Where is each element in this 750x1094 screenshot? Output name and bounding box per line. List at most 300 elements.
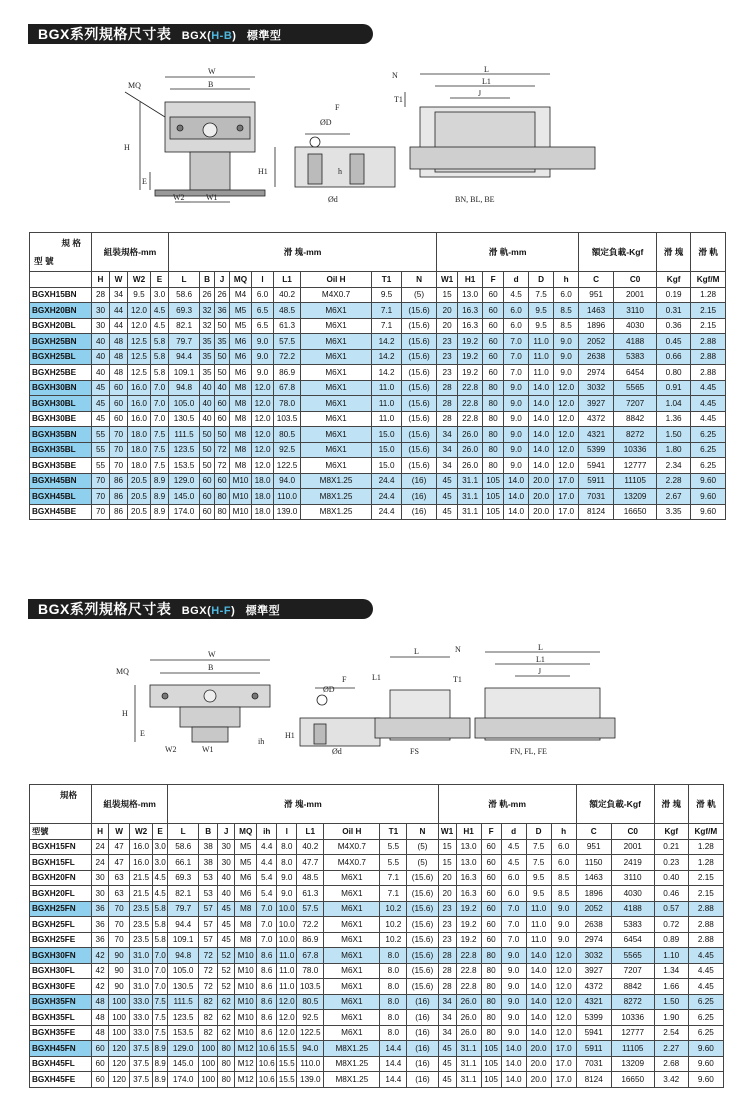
table1-value-cell: 11105 (614, 473, 657, 489)
table1-value-cell: M6X1 (301, 411, 372, 427)
table1-value-cell: 50 (215, 427, 230, 443)
table2-value-cell: 22.8 (456, 979, 481, 995)
table2-value-cell: 13209 (611, 1056, 654, 1072)
table1-value-cell: 2.88 (691, 349, 726, 365)
table2-value-cell: 8.0 (380, 948, 407, 964)
table2-value-cell: 34 (438, 1025, 456, 1041)
table1-value-cell: 26.0 (458, 458, 483, 474)
table1-value-cell: 5.8 (151, 334, 169, 350)
table1-value-cell: 86 (110, 504, 128, 520)
table2-value-cell: 5399 (576, 1010, 611, 1026)
table1-value-cell: 26.0 (458, 427, 483, 443)
table2-value-cell: 11.0 (277, 979, 297, 995)
table2-value-cell: 12.0 (551, 979, 576, 995)
table2-value-cell: 80 (481, 994, 501, 1010)
table2-value-cell: M6X1 (324, 1025, 380, 1041)
table2-value-cell: 11.0 (526, 917, 551, 933)
table1-value-cell: 34 (110, 287, 128, 303)
table1-value-cell: 11.0 (372, 396, 402, 412)
table1-value-cell: 50 (200, 458, 215, 474)
table2-value-cell: 2001 (611, 839, 654, 855)
table2-value-cell: 60 (481, 932, 501, 948)
table2-value-cell: 12.0 (277, 1010, 297, 1026)
table1-value-cell: 14.2 (372, 334, 402, 350)
table2-value-cell: 36 (92, 932, 109, 948)
table2-value-cell: 7.1 (380, 870, 407, 886)
s2-dim-label-l: L (538, 643, 543, 652)
table2-value-cell: 10.6 (257, 1072, 277, 1088)
table1-row (30, 303, 726, 319)
table2-row (30, 994, 724, 1010)
table1-value-cell: 145.0 (169, 489, 200, 505)
section2-drawing (110, 640, 620, 765)
table2-value-cell: M8 (235, 901, 257, 917)
table1-model-cell: BGXH30BE (30, 411, 92, 427)
table2-value-cell: 26.0 (456, 1010, 481, 1026)
table2-col-header: C0 (611, 824, 654, 840)
table1-value-cell: 6.0 (504, 303, 529, 319)
table2-value-cell: 4.4 (257, 839, 277, 855)
table2-value-cell: 20.0 (526, 1041, 551, 1057)
table1-value-cell: 45 (437, 489, 458, 505)
table1-value-cell: 12.0 (554, 411, 579, 427)
table2-value-cell: 8.0 (380, 1010, 407, 1026)
table2-value-cell: 31.1 (456, 1056, 481, 1072)
s2-dim-label-ih: ih (258, 737, 265, 746)
table1-value-cell: 9.5 (529, 318, 554, 334)
table1-value-cell: 3032 (579, 380, 614, 396)
table1-value-cell: 36 (215, 303, 230, 319)
section1-title-banner (28, 24, 373, 44)
table2-value-cell: 30 (218, 839, 235, 855)
table1-value-cell: M8 (230, 427, 252, 443)
table2-value-cell: 92.5 (297, 1010, 324, 1026)
table1-model-cell: BGXH25BN (30, 334, 92, 350)
table1-value-cell: 7.1 (372, 318, 402, 334)
table2-col-header: Kgf/M (688, 824, 723, 840)
table1-value-cell: (15.6) (402, 396, 437, 412)
table2-value-cell: 36 (92, 901, 109, 917)
table2-value-cell: 45 (438, 1056, 456, 1072)
table1-value-cell: 3927 (579, 396, 614, 412)
table2-value-cell: (15.6) (407, 932, 438, 948)
table2-col-header: N (407, 824, 438, 840)
table1-model-cell: BGXH35BN (30, 427, 92, 443)
table2-value-cell: 45 (438, 1072, 456, 1088)
table1-value-cell: 44 (110, 303, 128, 319)
s2-dim-label-w: W (208, 650, 216, 659)
table1-value-cell: 14.2 (372, 349, 402, 365)
table1-value-cell: 55 (92, 458, 110, 474)
table2-group-block: 滑 塊-mm (168, 785, 438, 824)
table1-value-cell: 12.5 (128, 349, 151, 365)
table2-value-cell: 2.68 (654, 1056, 688, 1072)
table2-value-cell: 10.0 (277, 917, 297, 933)
table1-value-cell: 12.0 (554, 396, 579, 412)
table1-row (30, 365, 726, 381)
table2-value-cell: 30 (92, 870, 109, 886)
table2-value-cell: 33.0 (130, 1010, 153, 1026)
table1-value-cell: 32 (200, 318, 215, 334)
table2-value-cell: 90 (109, 948, 130, 964)
table2-model-cell: BGXH45FL (30, 1056, 92, 1072)
table2-value-cell: 20.0 (526, 1072, 551, 1088)
table2-value-cell: 120 (109, 1072, 130, 1088)
table2-value-cell: 7.0 (501, 901, 526, 917)
table2-value-cell: 8.9 (153, 1072, 168, 1088)
table1-col-header: W2 (128, 272, 151, 288)
table1-value-cell: 0.36 (657, 318, 691, 334)
table1-value-cell: 13209 (614, 489, 657, 505)
table1-value-cell: 4.5 (504, 287, 529, 303)
table1-value-cell: M6 (230, 365, 252, 381)
table1-value-cell: 40 (92, 334, 110, 350)
table2-value-cell: 62 (218, 1025, 235, 1041)
table1-value-cell: 80 (215, 504, 230, 520)
table1-value-cell: 4.5 (151, 318, 169, 334)
table1-value-cell: 72 (215, 442, 230, 458)
table1-value-cell: 1.28 (691, 287, 726, 303)
table2-value-cell: 8.6 (257, 994, 277, 1010)
table2-value-cell: 8.6 (257, 963, 277, 979)
table1-value-cell: 14.0 (504, 504, 529, 520)
table1-value-cell: 72.2 (274, 349, 301, 365)
section2-title-code: BGX(H-F) (181, 605, 236, 617)
table2-value-cell: 10.2 (380, 917, 407, 933)
table1-value-cell: 0.91 (657, 380, 691, 396)
table2-value-cell: 23.5 (130, 932, 153, 948)
table2-value-cell: 7.0 (257, 901, 277, 917)
table1-value-cell: 14.0 (504, 489, 529, 505)
table1-col-header: E (151, 272, 169, 288)
table1-value-cell: 16650 (614, 504, 657, 520)
table1-value-cell: 45 (92, 380, 110, 396)
table2-value-cell: 105 (481, 1072, 501, 1088)
table1-value-cell: 951 (579, 287, 614, 303)
table2-value-cell: (16) (407, 1041, 438, 1057)
table1-col-header: MQ (230, 272, 252, 288)
table1-value-cell: 60 (483, 334, 504, 350)
table2-value-cell: 57 (199, 932, 218, 948)
table2-value-cell: 7.0 (153, 963, 168, 979)
table1-value-cell: 16.3 (458, 303, 483, 319)
table2-value-cell: 5.8 (153, 917, 168, 933)
table1-value-cell: 70 (92, 489, 110, 505)
table1-value-cell: 2.15 (691, 303, 726, 319)
table1-value-cell: 110.0 (274, 489, 301, 505)
table2-value-cell: 3032 (576, 948, 611, 964)
section2-title-main: BGX系列規格尺寸表 (38, 601, 172, 617)
table1-value-cell: 86 (110, 489, 128, 505)
table2-value-cell: (5) (407, 839, 438, 855)
table2-value-cell: 12.0 (551, 948, 576, 964)
table1-value-cell: (15.6) (402, 442, 437, 458)
table2-value-cell: 53 (199, 886, 218, 902)
table1-col-header: H (92, 272, 110, 288)
table2-value-cell: M10 (235, 963, 257, 979)
table1-value-cell: M6 (230, 349, 252, 365)
table2-value-cell: 12777 (611, 1025, 654, 1041)
table2-value-cell: 38 (199, 855, 218, 871)
table2-value-cell: 48.5 (297, 870, 324, 886)
s2-dim-label-h: H (122, 709, 128, 718)
table2-value-cell: 4.45 (688, 948, 723, 964)
table2-value-cell: 5565 (611, 948, 654, 964)
table1-value-cell: 14.0 (529, 427, 554, 443)
table1-value-cell: M6X1 (301, 365, 372, 381)
table1-value-cell: 8124 (579, 504, 614, 520)
table2-value-cell: 33.0 (130, 1025, 153, 1041)
section1-drawing (110, 62, 620, 217)
table2-value-cell: 5.4 (257, 886, 277, 902)
table2-value-cell: 1.50 (654, 994, 688, 1010)
table1-value-cell: 50 (200, 427, 215, 443)
table2-value-cell: 40.2 (297, 839, 324, 855)
table2-value-cell: 57.5 (297, 901, 324, 917)
table1-value-cell: 5383 (614, 349, 657, 365)
table2-value-cell: 61.3 (297, 886, 324, 902)
table2-value-cell: 145.0 (168, 1056, 199, 1072)
table2-value-cell: 42 (92, 979, 109, 995)
table1-value-cell: (15.6) (402, 380, 437, 396)
table1-value-cell: 40.2 (274, 287, 301, 303)
table1-model-cell: BGXH45BL (30, 489, 92, 505)
table1-value-cell: 7.1 (372, 303, 402, 319)
table1-value-cell: 4030 (614, 318, 657, 334)
table1-value-cell: M5 (230, 318, 252, 334)
table2-col-header: L1 (297, 824, 324, 840)
table2-col-header: L (168, 824, 199, 840)
table1-row (30, 287, 726, 303)
table1-col-header: C0 (614, 272, 657, 288)
table2-value-cell: 24 (92, 855, 109, 871)
table1-value-cell: M8 (230, 380, 252, 396)
table2-value-cell: 1.28 (688, 839, 723, 855)
table2-value-cell: 9.60 (688, 1072, 723, 1088)
table1-value-cell: 12.0 (128, 318, 151, 334)
table1-value-cell: 18.0 (128, 442, 151, 458)
table2-row (30, 870, 724, 886)
table1-value-cell: 105 (483, 489, 504, 505)
table2-col-header: W1 (438, 824, 456, 840)
table1-value-cell: M4X0.7 (301, 287, 372, 303)
table2-value-cell: 42 (92, 948, 109, 964)
table1-value-cell: 94.4 (169, 349, 200, 365)
table2-value-cell: 90 (109, 979, 130, 995)
table1-model-cell: BGXH35BL (30, 442, 92, 458)
table2-value-cell: 9.0 (501, 979, 526, 995)
table1-row (30, 411, 726, 427)
table2-value-cell: 120 (109, 1056, 130, 1072)
table2-value-cell: 100 (109, 1025, 130, 1041)
s2-dim-label-l1: L1 (536, 655, 545, 664)
table1-value-cell: 70 (110, 458, 128, 474)
table2-value-cell: M8 (235, 917, 257, 933)
table2-value-cell: 80 (481, 1025, 501, 1041)
table2-model-cell: BGXH20FN (30, 870, 92, 886)
table1-value-cell: (15.6) (402, 303, 437, 319)
table1-value-cell: 35 (200, 334, 215, 350)
table2-value-cell: 60 (481, 917, 501, 933)
table1-value-cell: 28 (437, 380, 458, 396)
table2-value-cell: 45 (218, 901, 235, 917)
table2-value-cell: 60 (481, 855, 501, 871)
table1-value-cell: 80 (483, 380, 504, 396)
table2-value-cell: 14.4 (380, 1056, 407, 1072)
table1-value-cell: 22.8 (458, 380, 483, 396)
table2-value-cell: 10.0 (277, 932, 297, 948)
table2-value-cell: 7.0 (153, 979, 168, 995)
table2-value-cell: 14.4 (380, 1041, 407, 1057)
table1-value-cell: 14.0 (529, 411, 554, 427)
table1-value-cell: 2.28 (657, 473, 691, 489)
table1-value-cell: 20.0 (529, 489, 554, 505)
table1-value-cell: 60 (215, 396, 230, 412)
table2-value-cell: 80 (481, 979, 501, 995)
table1-value-cell: 20.5 (128, 489, 151, 505)
table2-corner-header: 規格 (30, 785, 92, 824)
table1-value-cell: 5399 (579, 442, 614, 458)
table1-value-cell: 9.0 (554, 349, 579, 365)
dim-label-h: H (124, 143, 130, 152)
table2-value-cell: 2.27 (654, 1041, 688, 1057)
table2-value-cell: 70 (109, 901, 130, 917)
table2-value-cell: 0.46 (654, 886, 688, 902)
table1-value-cell: 8842 (614, 411, 657, 427)
table2-value-cell: 9.0 (551, 917, 576, 933)
table2-row (30, 1025, 724, 1041)
table2-value-cell: 5.8 (153, 932, 168, 948)
section-view-flange (300, 688, 380, 746)
table1-value-cell: 31.1 (458, 473, 483, 489)
table1-value-cell: 9.0 (504, 458, 529, 474)
table1-value-cell: 111.5 (169, 427, 200, 443)
table1-value-cell: 105 (483, 473, 504, 489)
table2-value-cell: 9.0 (501, 963, 526, 979)
table1-value-cell: 55 (92, 442, 110, 458)
table2-value-cell: 2.54 (654, 1025, 688, 1041)
table2-value-cell: M10 (235, 948, 257, 964)
table1-value-cell: M10 (230, 504, 252, 520)
table1-value-cell: 16.0 (128, 411, 151, 427)
table2-value-cell: 5911 (576, 1041, 611, 1057)
table1-value-cell: 40 (200, 411, 215, 427)
table2-value-cell: 67.8 (297, 948, 324, 964)
table1-value-cell: 80.5 (274, 427, 301, 443)
table2-value-cell: 62 (218, 994, 235, 1010)
table1-value-cell: M10 (230, 489, 252, 505)
table1-value-cell: 12.0 (128, 303, 151, 319)
table2-value-cell: 66.1 (168, 855, 199, 871)
table1-value-cell: 79.7 (169, 334, 200, 350)
table2-value-cell: 11.0 (526, 901, 551, 917)
table1-value-cell: 48 (110, 334, 128, 350)
table1-value-cell: 6.5 (252, 318, 274, 334)
table1-value-cell: 6454 (614, 365, 657, 381)
table1-col-header-model (30, 272, 92, 288)
table2-value-cell: 0.72 (654, 917, 688, 933)
table2-value-cell: 72 (199, 963, 218, 979)
table2-value-cell: 11.0 (277, 963, 297, 979)
table2-value-cell: 11.0 (277, 948, 297, 964)
table1-value-cell: 8.5 (554, 303, 579, 319)
table2-value-cell: 72 (199, 979, 218, 995)
table1-value-cell: 34 (437, 458, 458, 474)
table2-model-cell: BGXH25FL (30, 917, 92, 933)
dim-label-l: L (484, 65, 489, 74)
table2-value-cell: M6X1 (324, 1010, 380, 1026)
table1-value-cell: 20 (437, 318, 458, 334)
table2-value-cell: 12.0 (551, 1010, 576, 1026)
table2-value-cell: 17.0 (551, 1056, 576, 1072)
table1-value-cell: 15.0 (372, 458, 402, 474)
table1-value-cell: 1896 (579, 318, 614, 334)
table1-value-cell: 7.0 (151, 380, 169, 396)
table2-value-cell: 86.9 (297, 932, 324, 948)
table1-value-cell: 70 (92, 504, 110, 520)
table2-row (30, 948, 724, 964)
table1-value-cell: M8 (230, 411, 252, 427)
table2-col-header: MQ (235, 824, 257, 840)
table1-value-cell: 24.4 (372, 473, 402, 489)
table1-value-cell: 94.0 (274, 473, 301, 489)
table1-row (30, 489, 726, 505)
table2-row (30, 839, 724, 855)
table1-value-cell: 6.25 (691, 458, 726, 474)
table1-value-cell: M8X1.25 (301, 473, 372, 489)
table1-value-cell: 60 (110, 380, 128, 396)
table2-value-cell: 10.0 (277, 901, 297, 917)
table2-value-cell: (15.6) (407, 901, 438, 917)
table1-value-cell: 18.0 (128, 427, 151, 443)
table2-value-cell: 2.15 (688, 870, 723, 886)
table2-value-cell: 111.5 (168, 994, 199, 1010)
table2-value-cell: 20 (438, 870, 456, 886)
table1-model-cell: BGXH30BN (30, 380, 92, 396)
table2-value-cell: 34 (438, 1010, 456, 1026)
table1-group-load: 額定負載-Kgf (579, 233, 657, 272)
section2-title-suffix: 標準型 (245, 605, 281, 617)
table2-value-cell: 14.0 (501, 1072, 526, 1088)
table2-row (30, 979, 724, 995)
table2-row (30, 1072, 724, 1088)
table2-body (30, 839, 724, 1087)
table2-value-cell: 4.5 (501, 855, 526, 871)
table2-value-cell: 100 (199, 1072, 218, 1088)
table2-value-cell: 31.1 (456, 1072, 481, 1088)
table2-value-cell: 8.0 (380, 963, 407, 979)
table2-value-cell: 7.0 (501, 932, 526, 948)
table1-col-header: l (252, 272, 274, 288)
table1-value-cell: 7.0 (151, 396, 169, 412)
table1-col-header: F (483, 272, 504, 288)
table2-model-cell: BGXH15FL (30, 855, 92, 871)
table2-model-cell: BGXH30FL (30, 963, 92, 979)
table2-value-cell: M10 (235, 979, 257, 995)
table1-value-cell: 15.0 (372, 427, 402, 443)
section1-fig-caption: BN, BL, BE (455, 195, 495, 204)
table1-value-cell: 48.5 (274, 303, 301, 319)
table1-value-cell: 17.0 (554, 473, 579, 489)
table2-col-header: B (199, 824, 218, 840)
table1-value-cell: 8272 (614, 427, 657, 443)
table2-col-header: d (501, 824, 526, 840)
table1-value-cell: 14.0 (529, 380, 554, 396)
table1-value-cell: 9.0 (252, 334, 274, 350)
table2-value-cell: 174.0 (168, 1072, 199, 1088)
table2-value-cell: 10.2 (380, 932, 407, 948)
table2-model-cell: BGXH45FN (30, 1041, 92, 1057)
